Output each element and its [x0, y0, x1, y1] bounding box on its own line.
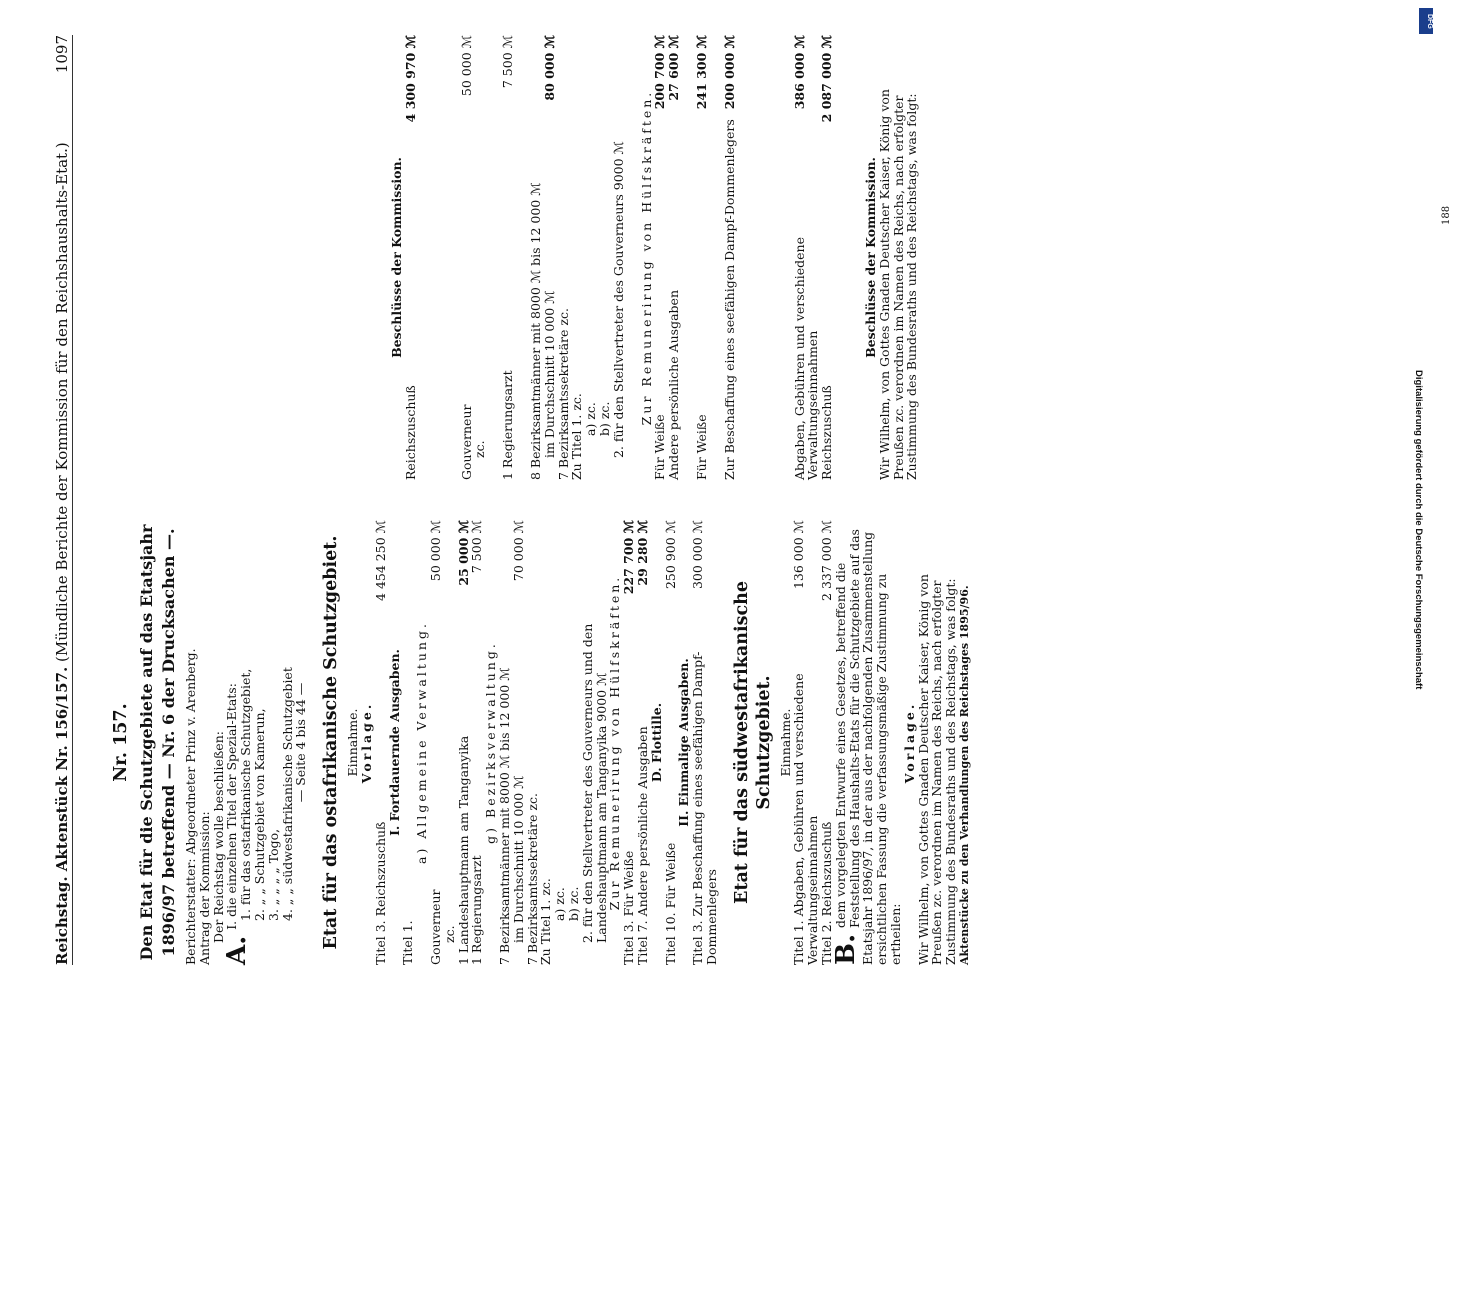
right-column: [182, 35, 919, 480]
einmalige-heading: II. Einmalige Ausgaben.: [676, 658, 692, 827]
footer-text: Aktenstücke zu den Verhandlungen des Reichstages 1895/96.: [958, 585, 972, 965]
r-regierungsarzt-row: 1 Regierungsarzt 7 500 ℳ: [500, 35, 516, 480]
titel7-row: Titel 7. Andere persönliche Ausgaben 29 280 ℳ: [634, 520, 650, 965]
document-number: Nr. 157.: [111, 703, 131, 782]
vorlage2-heading: Vorlage.: [901, 701, 917, 784]
r-titel7-row: Andere persönliche Ausgaben 27 600 ℳ: [666, 35, 682, 480]
digitization-note-text: Digitalisierung gefördert durch die Deutsche Forschungsgemeinschaft: [1413, 370, 1424, 690]
fortdauernde-heading: I. Fortdauernde Ausgaben.: [386, 649, 402, 836]
r-bezirksamtmaenner-text: 8 Bezirksamtmänner mit 8000 ℳ bis 12 000 ℳ: [527, 182, 543, 480]
beschluesse-heading: Beschlüsse der Kommission.: [389, 157, 404, 358]
bezirksverwaltung-heading: g) Bezirksverwaltung.: [483, 641, 499, 844]
r-wir-wilhelm-text: Wir Wilhelm, von Gottes Gnaden Deutscher Kaiser, König von Preußen zc. verordnen im Namen des Reichs, nach erfolgter Zustimmung des Bundesraths und des Reichstags, was folgt:: [876, 89, 920, 480]
reichszuschuss-row: Titel 3. Reichszuschuß 4 454 250 ℳ: [372, 520, 388, 965]
titel10-row: Titel 10. Für Weiße 250 900 ℳ: [662, 520, 678, 965]
bottom-page-number: 188: [1441, 205, 1452, 225]
r-bezirksamtmaenner-row: im Durchschnitt 10 000 ℳ 80 000 ℳ: [541, 35, 557, 458]
etat-ostafrika-title: Etat für das ostafrikanische Schutzgebiet.: [321, 535, 342, 950]
antrag-text: Der Reichstag wolle beschließen:: [210, 731, 226, 943]
dampfer-row: Titel 3. Zur Beschaffung eines seefähigen Dampf-Dommenlegers 300 000 ℳ: [690, 520, 719, 965]
sekretaere-text: 7 Bezirksamtssekretäre zc.: [524, 793, 540, 965]
remunerirung-heading: Zur Remunerirung von Hülfskräften.: [607, 574, 623, 911]
vorlage-heading: Vorlage.: [358, 701, 374, 784]
einnahme-heading: Einnahme.: [345, 708, 361, 777]
sw-titel2-row: Titel 2. Reichszuschuß 2 337 000 ℳ: [819, 520, 835, 965]
r-sub-a-text: a) zc.: [583, 402, 599, 436]
r-dampfer-row: Zur Beschaffung eines seefähigen Dampf-Dommenlegers 200 000 ℳ: [721, 35, 737, 480]
wir-wilhelm-text: Wir Wilhelm, von Gottes Gnaden Deutscher Kaiser, König von Preußen zc. verordnen im Namen des Reichs, nach erfolgter Zustimmung des Bundesraths und des Reichstags, was folgt:: [915, 574, 959, 965]
r-sub-b-text: b) zc.: [596, 401, 612, 436]
section-a-letter: A.: [222, 935, 253, 965]
section-a-item: 2. „ „ Schutzgebiet von Kamerun,: [251, 708, 267, 921]
r-gouverneur-row: Gouverneur 50 000 ℳ: [458, 35, 474, 480]
header-page-number: 1097: [53, 35, 71, 74]
r-reichszuschuss-row: Reichszuschuß 4 300 970 ℳ: [402, 35, 418, 480]
stellvertreter-text: 2. für den Stellvertreter des Gouverneurs und den Landeshauptmann am Tanganyika 9000 ℳ: [579, 623, 609, 943]
r-zc-text: zc.: [472, 440, 488, 458]
gouverneur-row: Gouverneur 50 000 ℳ: [427, 520, 443, 965]
etat-suedwest-title: Etat für das südwestafrikanische Schutzgebiet.: [731, 581, 774, 904]
dfg-logo: DFG: [1419, 8, 1433, 34]
sw-titel1-row: Titel 1. Abgaben, Gebühren und verschiedene Verwaltungseinnahmen 136 000 ℳ: [791, 520, 821, 965]
sub-b-text: b) zc.: [565, 886, 581, 921]
scanned-page: [50, 15, 1460, 985]
page-header: [53, 35, 73, 965]
r-titel3-row: Für Weiße 200 700 ℳ: [652, 35, 668, 480]
allg-verwaltung-heading: a) Allgemeine Verwaltung.: [414, 621, 430, 864]
section-a-item: 1. für das ostafrikanische Schutzgebiet,: [238, 668, 254, 921]
antrag-label: Antrag der Kommission:: [196, 811, 212, 965]
r-stellvertreter-text: 2. für den Stellvertreter des Gouverneurs 9000 ℳ: [610, 141, 626, 458]
titel1-label: Titel 1.: [400, 920, 416, 965]
left-column: [106, 520, 972, 965]
flottille-heading: D. Flottille.: [648, 702, 664, 783]
landeshauptmann-row: 1 Landeshauptmann am Tanganyika 25 000 ℳ: [455, 520, 471, 965]
section-a-item: 4. „ „ südwestafrikanische Schutzgebiet: [279, 667, 295, 921]
r-sw-titel2-row: Reichszuschuß 2 087 000 ℳ: [819, 35, 835, 480]
r-titel10-row: Für Weiße 241 300 ℳ: [693, 35, 709, 480]
header-left: Reichstag. Aktenstück Nr. 156/157.: [53, 666, 71, 965]
sub-a-text: a) zc.: [552, 887, 568, 921]
beschluesse2-heading: Beschlüsse der Kommission.: [862, 157, 878, 358]
bezirksamtmaenner-row: im Durchschnitt 10 000 ℳ 70 000 ℳ: [510, 520, 526, 943]
reporter: Berichterstatter: Abgeordneter Prinz v. Arenberg.: [183, 648, 198, 965]
r-sekretaere-text: 7 Bezirksamtssekretäre zc.: [555, 308, 571, 480]
zu-titel-text: Zu Titel 1. zc.: [538, 878, 554, 965]
r-remunerirung-heading: Zur Remunerirung von Hülfskräften.: [638, 89, 654, 426]
r-zu-titel-text: Zu Titel 1. zc.: [569, 393, 585, 480]
header-middle: (Mündliche Berichte der Kommission für den Reichshaushalts-Etat.): [53, 142, 71, 662]
section-a-intro: I. die einzelnen Titel der Spezial-Etats:: [224, 683, 240, 930]
bezirksamtmaenner-text: 7 Bezirksamtmänner mit 8000 ℳ bis 12 000 ℳ: [496, 667, 512, 965]
regierungsarzt-row: 1 Regierungsarzt 7 500 ℳ: [469, 520, 485, 965]
section-a-item: 3. „ „ „ „ Togo,: [265, 828, 281, 921]
zc-text: zc.: [441, 925, 457, 943]
titel3-row: Titel 3. Für Weiße 227 700 ℳ: [621, 520, 637, 965]
section-b-letter: B.: [830, 933, 861, 965]
einnahme2-heading: Einnahme.: [777, 708, 793, 777]
document-title: Den Etat für die Schutzgebiete auf das Etatsjahr 1896/97 betreffend — Nr. 6 der Drucksachen —.: [137, 524, 178, 961]
seite-range: — Seite 4 bis 44 —: [293, 682, 309, 803]
r-sw-titel1-row: Abgaben, Gebühren und verschiedene Verwaltungseinnahmen 386 000 ℳ: [791, 35, 821, 480]
section-b-text: dem vorgelegten Entwurfe eines Gesetzes, betreffend die Feststellung des Haushalts-Etats für die Schutzgebiete auf das Etatsjahr 1896/97, in der aus der nachfolgenden Zusammenstellung ersichtlichen Fassung die verfassungsmäßige Zustimmung zu ertheilen:: [832, 529, 904, 965]
digitization-note: [1410, 40, 1426, 970]
